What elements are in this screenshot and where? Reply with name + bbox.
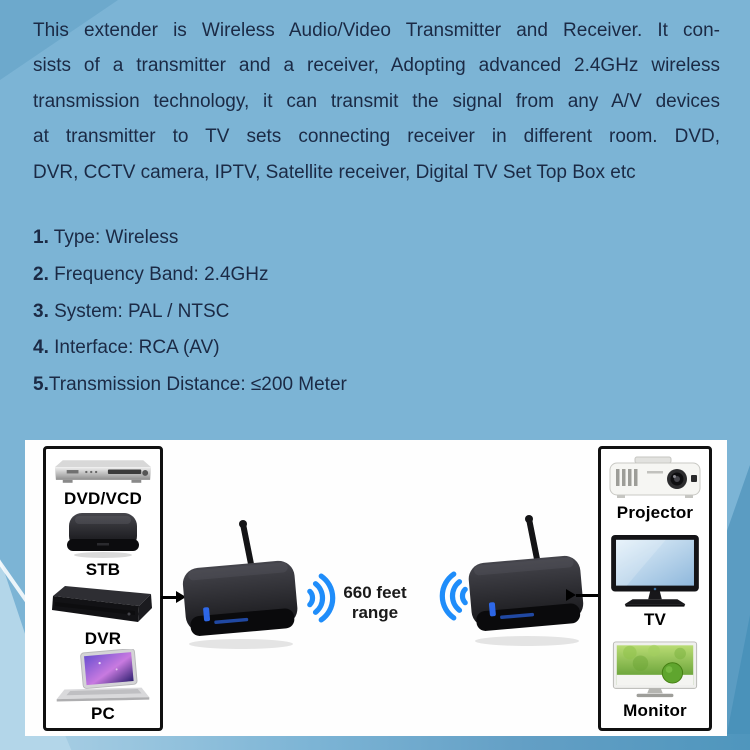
arrow-shaft — [576, 594, 599, 597]
projector-icon — [607, 456, 703, 502]
connection-diagram — [25, 440, 727, 736]
range-label: 660 feet range — [343, 583, 407, 622]
device-dvd-player — [51, 456, 155, 509]
spec-number: 5. — [33, 374, 49, 396]
device-tv — [606, 533, 704, 630]
spec-text: Type: Wireless — [48, 227, 179, 248]
device-label: Projector — [616, 503, 694, 522]
spec-list — [33, 220, 553, 404]
spec-text: Interface: RCA (AV) — [48, 337, 220, 359]
spec-item — [33, 294, 553, 331]
device-stb — [59, 509, 147, 580]
spec-item — [33, 330, 553, 367]
device-label: DVD/VCD — [64, 489, 142, 508]
spec-text: Transmission Distance: ≤200 Meter — [48, 374, 347, 396]
device-label: PC — [90, 704, 116, 723]
dvd-player-icon — [51, 456, 155, 488]
background-bottom-band — [0, 734, 750, 750]
intro-line: DVR, CCTV camera, IPTV, Satellite receiver, Digital TV Set Top Box etc — [33, 161, 636, 183]
intro-line: sists of a transmitter and a receiver, Adopting advanced 2.4GHz wireless — [33, 55, 720, 77]
spec-number: 4. — [33, 337, 49, 359]
device-label: STB — [85, 560, 121, 579]
intro-paragraph — [33, 13, 720, 190]
display-devices-panel — [598, 446, 712, 731]
arrow-receiver-to-display — [566, 589, 599, 601]
transmitter-icon — [177, 516, 312, 656]
device-monitor — [610, 640, 700, 721]
spec-item — [33, 367, 553, 404]
monitor-icon — [610, 640, 700, 700]
device-dvr — [51, 580, 155, 649]
device-pc — [56, 649, 150, 724]
device-label: DVR — [84, 629, 122, 648]
spec-item — [33, 257, 553, 294]
receiver-icon — [463, 513, 598, 653]
source-devices-panel — [43, 446, 163, 731]
spec-item — [33, 220, 553, 257]
tv-icon — [606, 533, 704, 609]
laptop-icon — [56, 649, 150, 703]
arrow-head-icon — [566, 589, 576, 601]
set-top-box-icon — [59, 509, 147, 559]
device-label: Monitor — [623, 701, 687, 720]
intro-line: transmission technology, it can transmit the signal from any A/V devices — [33, 90, 720, 112]
arrow-shaft — [161, 596, 176, 599]
transmitter-unit — [177, 516, 312, 656]
spec-number: 2. — [33, 263, 49, 285]
dvr-icon — [51, 580, 155, 628]
receiver-unit — [463, 513, 598, 653]
spec-text: System: PAL / NTSC — [48, 300, 230, 322]
spec-number: 3. — [33, 300, 49, 322]
intro-line: This extender is Wireless Audio/Video Transmitter and Receiver. It con- — [33, 20, 720, 41]
device-label: TV — [643, 610, 667, 629]
intro-line: at transmitter to TV sets connecting receiver in different room. DVD, — [33, 126, 720, 148]
device-projector — [607, 456, 703, 523]
spec-text: Frequency Band: 2.4GHz — [48, 263, 269, 285]
spec-number: 1. — [33, 227, 49, 248]
